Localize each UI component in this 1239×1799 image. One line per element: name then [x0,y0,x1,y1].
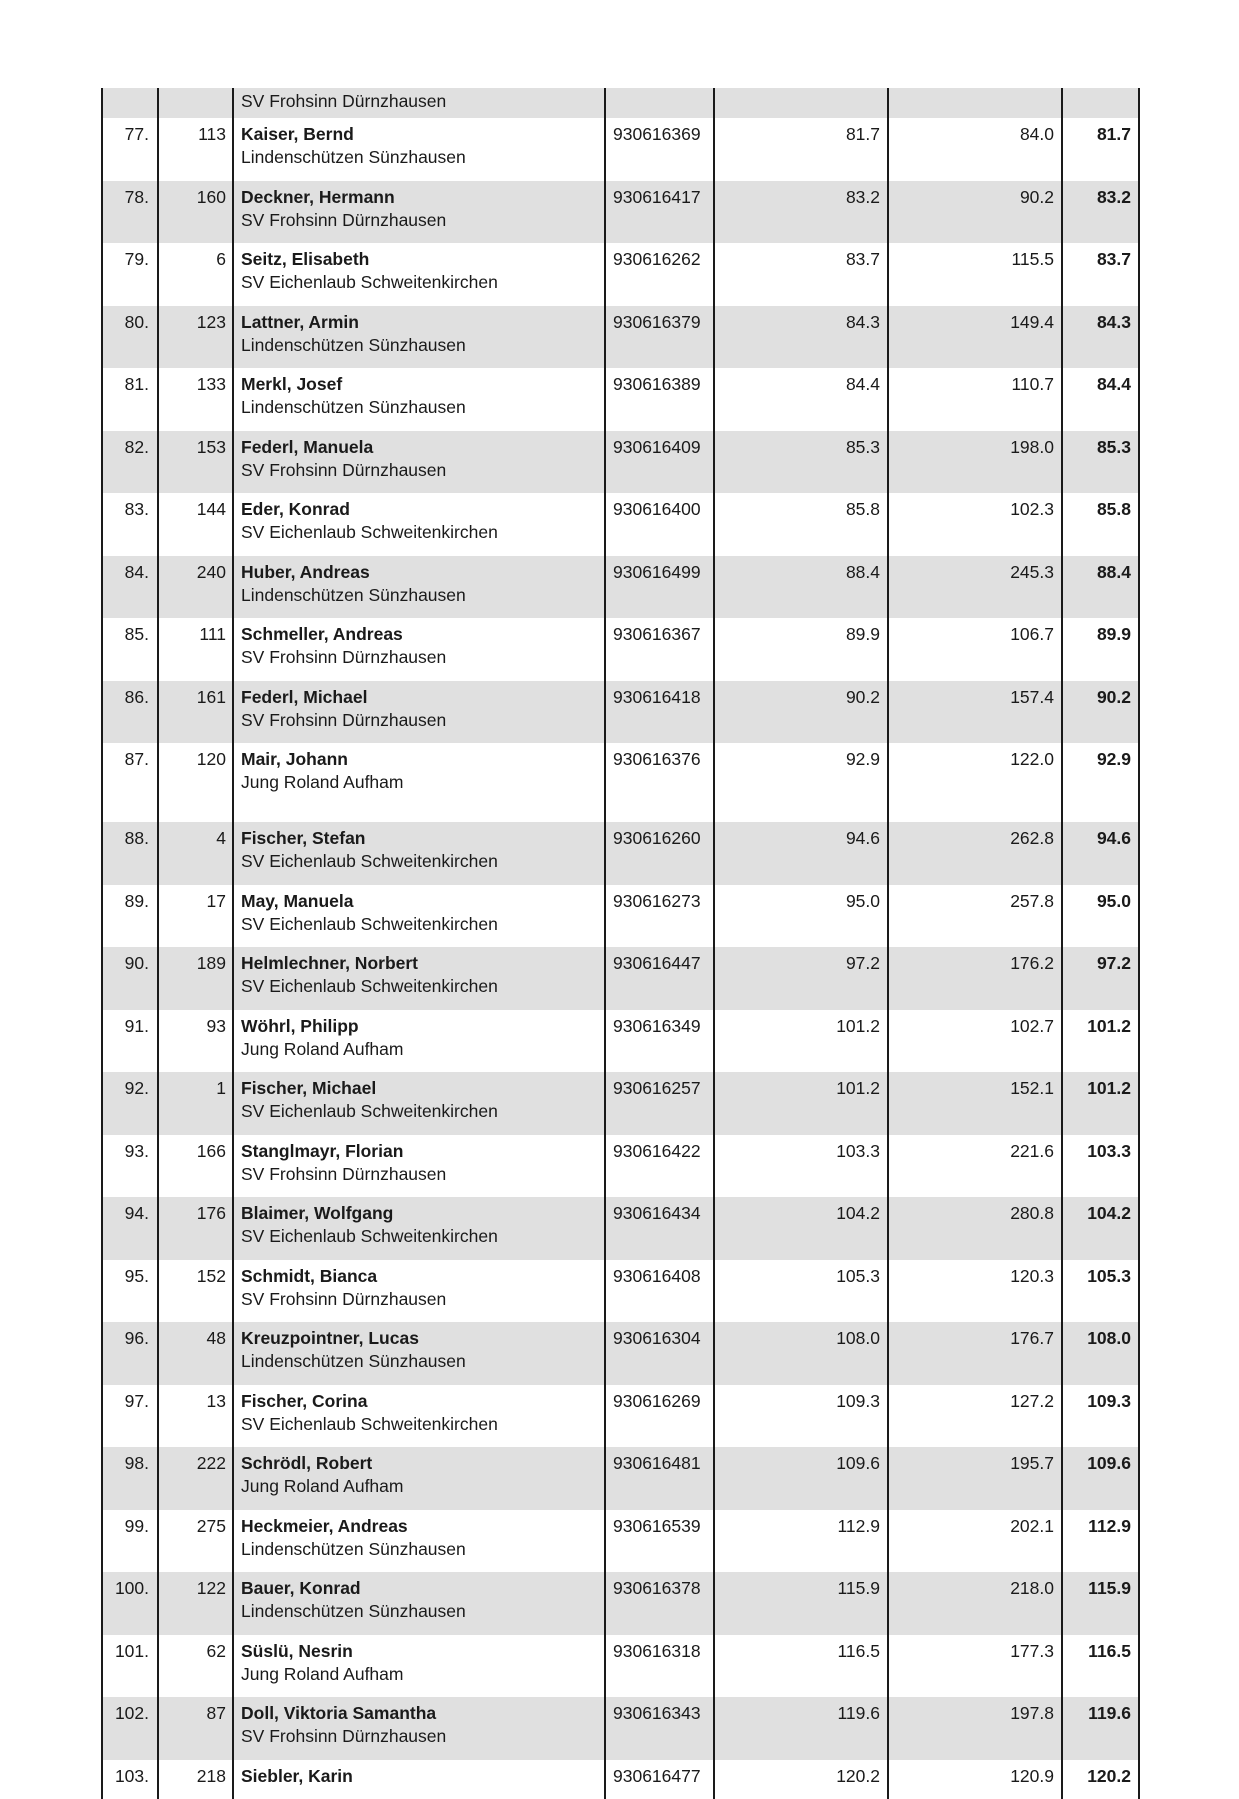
club-name: SV Frohsinn Dürnzhausen [241,459,447,480]
id-cell: 930616318 [605,1635,714,1698]
start-number-cell: 62 [158,1635,233,1698]
start-number-cell: 113 [158,118,233,181]
total-cell: 119.6 [1062,1697,1139,1760]
shooter-name: Kaiser, Bernd [241,124,354,144]
shooter-name: Schmeller, Andreas [241,624,403,644]
id-cell: 930616539 [605,1510,714,1573]
shooter-cell [233,1197,605,1260]
value1-cell: 83.7 [714,243,888,306]
table-row [102,1697,1139,1760]
start-number-cell: 160 [158,181,233,244]
id-cell: 930616409 [605,431,714,494]
shooter-name: Kreuzpointner, Lucas [241,1328,419,1348]
shooter-cell [233,306,605,369]
value1-cell: 88.4 [714,556,888,619]
club-name: SV Eichenlaub Schweitenkirchen [241,976,498,996]
value1-cell: 115.9 [714,1572,888,1635]
value1-cell: 109.3 [714,1385,888,1448]
id-cell: 930616447 [605,947,714,1010]
club-name: Jung Roland Aufham [241,1663,404,1684]
id-cell: 930616257 [605,1072,714,1135]
id-cell: 930616378 [605,1572,714,1635]
start-number-cell [158,88,233,118]
value1-cell: 90.2 [714,681,888,744]
rank-cell: 99. [102,1510,158,1573]
table-row [102,1135,1139,1198]
club-name: SV Frohsinn Dürnzhausen [241,1726,447,1746]
value1-cell: 116.5 [714,1635,888,1698]
start-number-cell: 93 [158,1010,233,1073]
table-row [102,618,1139,681]
club-name: SV Eichenlaub Schweitenkirchen [241,1226,498,1246]
id-cell: 930616389 [605,368,714,431]
rank-cell: 90. [102,947,158,1010]
continued-row [102,88,1139,118]
rank-cell: 81. [102,368,158,431]
club-name: SV Eichenlaub Schweitenkirchen [241,851,498,871]
id-cell: 930616369 [605,118,714,181]
value2-cell: 102.3 [888,493,1062,556]
club-cell [233,88,605,118]
shooter-cell [233,181,605,244]
shooter-name: Stanglmayr, Florian [241,1140,404,1161]
total-cell: 89.9 [1062,618,1139,681]
total-cell: 104.2 [1062,1197,1139,1260]
id-cell: 930616376 [605,743,714,822]
table-row [102,431,1139,494]
shooter-cell [233,743,605,822]
value1-cell: 105.3 [714,1260,888,1323]
table-row [102,1510,1139,1573]
shooter-name: Schmidt, Bianca [241,1265,378,1286]
results-table [101,88,1140,1799]
results-body [102,88,1139,1799]
shooter-name: Lattner, Armin [241,311,359,332]
table-row [102,118,1139,181]
id-cell: 930616379 [605,306,714,369]
value1-cell: 119.6 [714,1697,888,1760]
shooter-cell [233,947,605,1010]
start-number-cell: 161 [158,681,233,744]
value2-cell: 157.4 [888,681,1062,744]
table-row [102,1385,1139,1448]
club-name: Jung Roland Aufham [241,1038,404,1059]
club-name: SV Frohsinn Dürnzhausen [241,209,447,230]
value1-cell: 103.3 [714,1135,888,1198]
shooter-name: Fischer, Corina [241,1390,368,1411]
start-number-cell: 222 [158,1447,233,1510]
value1-cell: 108.0 [714,1322,888,1385]
id-cell: 930616269 [605,1385,714,1448]
value1-cell: 101.2 [714,1010,888,1073]
table-row [102,243,1139,306]
total-cell: 116.5 [1062,1635,1139,1698]
shooter-name: Seitz, Elisabeth [241,249,370,269]
id-cell: 930616273 [605,885,714,948]
club-name: SV Eichenlaub Schweitenkirchen [241,1101,498,1121]
shooter-name: Schrödl, Robert [241,1453,373,1473]
table-row [102,743,1139,822]
total-cell: 109.3 [1062,1385,1139,1448]
club-name: Lindenschützen Sünzhausen [241,147,466,167]
value1-cell: 83.2 [714,181,888,244]
value2-cell: 122.0 [888,743,1062,822]
table-row [102,181,1139,244]
table-row [102,681,1139,744]
rank-cell: 102. [102,1697,158,1760]
value1-cell: 81.7 [714,118,888,181]
start-number-cell: 152 [158,1260,233,1323]
value1-cell: 97.2 [714,947,888,1010]
club-name: Jung Roland Aufham [241,1476,404,1496]
table-row [102,493,1139,556]
shooter-cell [233,431,605,494]
shooter-cell [233,1010,605,1073]
rank-cell: 89. [102,885,158,948]
rank-cell: 98. [102,1447,158,1510]
shooter-name: Fischer, Michael [241,1078,377,1098]
total-cell: 105.3 [1062,1260,1139,1323]
start-number-cell: 123 [158,306,233,369]
rank-cell: 77. [102,118,158,181]
shooter-name: Bauer, Konrad [241,1578,361,1598]
value1-cell: 120.2 [714,1760,888,1799]
rank-cell: 96. [102,1322,158,1385]
rank-cell: 101. [102,1635,158,1698]
value1-cell: 85.8 [714,493,888,556]
shooter-name: Blaimer, Wolfgang [241,1203,394,1223]
table-row [102,1322,1139,1385]
shooter-cell [233,1572,605,1635]
start-number-cell: 13 [158,1385,233,1448]
shooter-cell [233,368,605,431]
club-name: Jung Roland Aufham [241,772,404,792]
value1-cell: 92.9 [714,743,888,822]
table-row [102,556,1139,619]
shooter-cell [233,1260,605,1323]
shooter-name: Siebler, Karin [241,1765,353,1786]
id-cell: 930616434 [605,1197,714,1260]
club-name: Lindenschützen Sünzhausen [241,334,466,355]
value1-cell: 89.9 [714,618,888,681]
id-cell: 930616304 [605,1322,714,1385]
club-name: Lindenschützen Sünzhausen [241,1351,466,1371]
start-number-cell: 176 [158,1197,233,1260]
value2-cell: 120.9 [888,1760,1062,1799]
value1-cell: 85.3 [714,431,888,494]
value2-cell: 127.2 [888,1385,1062,1448]
start-number-cell: 87 [158,1697,233,1760]
table-row [102,1760,1139,1799]
value1-cell: 84.4 [714,368,888,431]
rank-cell: 80. [102,306,158,369]
total-cell: 120.2 [1062,1760,1139,1799]
rank-cell: 93. [102,1135,158,1198]
shooter-cell [233,681,605,744]
shooter-name: Merkl, Josef [241,374,343,394]
id-cell: 930616418 [605,681,714,744]
club-name: SV Eichenlaub Schweitenkirchen [241,1413,498,1434]
start-number-cell: 240 [158,556,233,619]
rank-cell: 85. [102,618,158,681]
club-name: SV Eichenlaub Schweitenkirchen [241,522,498,542]
id-cell: 930616262 [605,243,714,306]
shooter-cell [233,118,605,181]
value1-cell: 84.3 [714,306,888,369]
rank-cell: 84. [102,556,158,619]
rank-cell [102,88,158,118]
shooter-name: Federl, Manuela [241,436,374,457]
id-cell: 930616499 [605,556,714,619]
total-cell: 95.0 [1062,885,1139,948]
value2-cell: 280.8 [888,1197,1062,1260]
value2-cell: 245.3 [888,556,1062,619]
shooter-cell [233,1760,605,1799]
club-name: Lindenschützen Sünzhausen [241,1601,466,1621]
start-number-cell: 218 [158,1760,233,1799]
shooter-cell [233,1135,605,1198]
club-name: SV Frohsinn Dürnzhausen [241,647,447,667]
total-cell [1062,88,1139,118]
total-cell: 92.9 [1062,743,1139,822]
shooter-cell [233,618,605,681]
start-number-cell: 144 [158,493,233,556]
start-number-cell: 111 [158,618,233,681]
id-cell: 930616367 [605,618,714,681]
club-name: SV Eichenlaub Schweitenkirchen [241,272,498,292]
total-cell: 101.2 [1062,1072,1139,1135]
shooter-cell [233,1510,605,1573]
shooter-name: Fischer, Stefan [241,828,366,848]
rank-cell: 100. [102,1572,158,1635]
start-number-cell: 189 [158,947,233,1010]
total-cell: 83.2 [1062,181,1139,244]
shooter-cell [233,1385,605,1448]
shooter-name: Federl, Michael [241,686,368,707]
table-row [102,885,1139,948]
shooter-name: Deckner, Hermann [241,186,395,207]
rank-cell: 82. [102,431,158,494]
value2-cell: 202.1 [888,1510,1062,1573]
shooter-name: Helmlechner, Norbert [241,953,418,973]
table-row [102,1572,1139,1635]
value1-cell [714,88,888,118]
value2-cell: 149.4 [888,306,1062,369]
value2-cell: 195.7 [888,1447,1062,1510]
id-cell: 930616400 [605,493,714,556]
rank-cell: 87. [102,743,158,822]
shooter-name: Doll, Viktoria Samantha [241,1703,437,1723]
table-row [102,1010,1139,1073]
id-cell: 930616422 [605,1135,714,1198]
start-number-cell: 275 [158,1510,233,1573]
rank-cell: 86. [102,681,158,744]
rank-cell: 103. [102,1760,158,1799]
value2-cell [888,88,1062,118]
total-cell: 88.4 [1062,556,1139,619]
value2-cell: 120.3 [888,1260,1062,1323]
shooter-cell [233,1322,605,1385]
id-cell: 930616417 [605,181,714,244]
value2-cell: 90.2 [888,181,1062,244]
value1-cell: 95.0 [714,885,888,948]
club-name: SV Frohsinn Dürnzhausen [241,91,447,111]
total-cell: 97.2 [1062,947,1139,1010]
total-cell: 109.6 [1062,1447,1139,1510]
total-cell: 112.9 [1062,1510,1139,1573]
value2-cell: 110.7 [888,368,1062,431]
value1-cell: 94.6 [714,822,888,885]
shooter-name: May, Manuela [241,890,354,911]
rank-cell: 94. [102,1197,158,1260]
value2-cell: 84.0 [888,118,1062,181]
start-number-cell: 122 [158,1572,233,1635]
value2-cell: 197.8 [888,1697,1062,1760]
shooter-cell [233,1072,605,1135]
total-cell: 103.3 [1062,1135,1139,1198]
club-name: SV Frohsinn Dürnzhausen [241,1163,447,1184]
start-number-cell: 153 [158,431,233,494]
shooter-cell [233,1635,605,1698]
rank-cell: 88. [102,822,158,885]
shooter-name: Mair, Johann [241,749,348,769]
table-row [102,947,1139,1010]
start-number-cell: 120 [158,743,233,822]
total-cell: 81.7 [1062,118,1139,181]
rank-cell: 79. [102,243,158,306]
club-name: Lindenschützen Sünzhausen [241,584,466,605]
start-number-cell: 1 [158,1072,233,1135]
id-cell: 930616260 [605,822,714,885]
total-cell: 84.4 [1062,368,1139,431]
total-cell: 83.7 [1062,243,1139,306]
shooter-name: Süslü, Nesrin [241,1640,353,1661]
value2-cell: 177.3 [888,1635,1062,1698]
table-row [102,1635,1139,1698]
table-row [102,306,1139,369]
club-name: Lindenschützen Sünzhausen [241,1538,466,1559]
value2-cell: 102.7 [888,1010,1062,1073]
value1-cell: 112.9 [714,1510,888,1573]
value2-cell: 221.6 [888,1135,1062,1198]
rank-cell: 83. [102,493,158,556]
total-cell: 90.2 [1062,681,1139,744]
value2-cell: 218.0 [888,1572,1062,1635]
start-number-cell: 48 [158,1322,233,1385]
value2-cell: 176.2 [888,947,1062,1010]
value2-cell: 115.5 [888,243,1062,306]
shooter-cell [233,1697,605,1760]
start-number-cell: 17 [158,885,233,948]
id-cell [605,88,714,118]
start-number-cell: 166 [158,1135,233,1198]
total-cell: 101.2 [1062,1010,1139,1073]
shooter-cell [233,885,605,948]
id-cell: 930616481 [605,1447,714,1510]
shooter-name: Wöhrl, Philipp [241,1015,359,1036]
value1-cell: 104.2 [714,1197,888,1260]
shooter-cell [233,243,605,306]
rank-cell: 95. [102,1260,158,1323]
value1-cell: 101.2 [714,1072,888,1135]
total-cell: 108.0 [1062,1322,1139,1385]
table-row [102,1197,1139,1260]
club-name: SV Eichenlaub Schweitenkirchen [241,913,498,934]
club-name: SV Frohsinn Dürnzhausen [241,709,447,730]
shooter-cell [233,822,605,885]
start-number-cell: 6 [158,243,233,306]
table-row [102,1072,1139,1135]
total-cell: 115.9 [1062,1572,1139,1635]
table-row [102,822,1139,885]
start-number-cell: 133 [158,368,233,431]
total-cell: 85.8 [1062,493,1139,556]
value2-cell: 176.7 [888,1322,1062,1385]
rank-cell: 91. [102,1010,158,1073]
id-cell: 930616343 [605,1697,714,1760]
shooter-name: Heckmeier, Andreas [241,1515,408,1536]
start-number-cell: 4 [158,822,233,885]
total-cell: 94.6 [1062,822,1139,885]
club-name: Lindenschützen Sünzhausen [241,397,466,417]
table-row [102,368,1139,431]
total-cell: 84.3 [1062,306,1139,369]
table-row [102,1447,1139,1510]
rank-cell: 97. [102,1385,158,1448]
value2-cell: 198.0 [888,431,1062,494]
shooter-cell [233,493,605,556]
id-cell: 930616349 [605,1010,714,1073]
rank-cell: 78. [102,181,158,244]
id-cell: 930616408 [605,1260,714,1323]
shooter-name: Eder, Konrad [241,499,350,519]
table-row [102,1260,1139,1323]
rank-cell: 92. [102,1072,158,1135]
shooter-name: Huber, Andreas [241,561,370,582]
id-cell: 930616477 [605,1760,714,1799]
total-cell: 85.3 [1062,431,1139,494]
value2-cell: 257.8 [888,885,1062,948]
club-name: SV Frohsinn Dürnzhausen [241,1288,447,1309]
value2-cell: 262.8 [888,822,1062,885]
value2-cell: 106.7 [888,618,1062,681]
value2-cell: 152.1 [888,1072,1062,1135]
shooter-cell [233,556,605,619]
value1-cell: 109.6 [714,1447,888,1510]
shooter-cell [233,1447,605,1510]
